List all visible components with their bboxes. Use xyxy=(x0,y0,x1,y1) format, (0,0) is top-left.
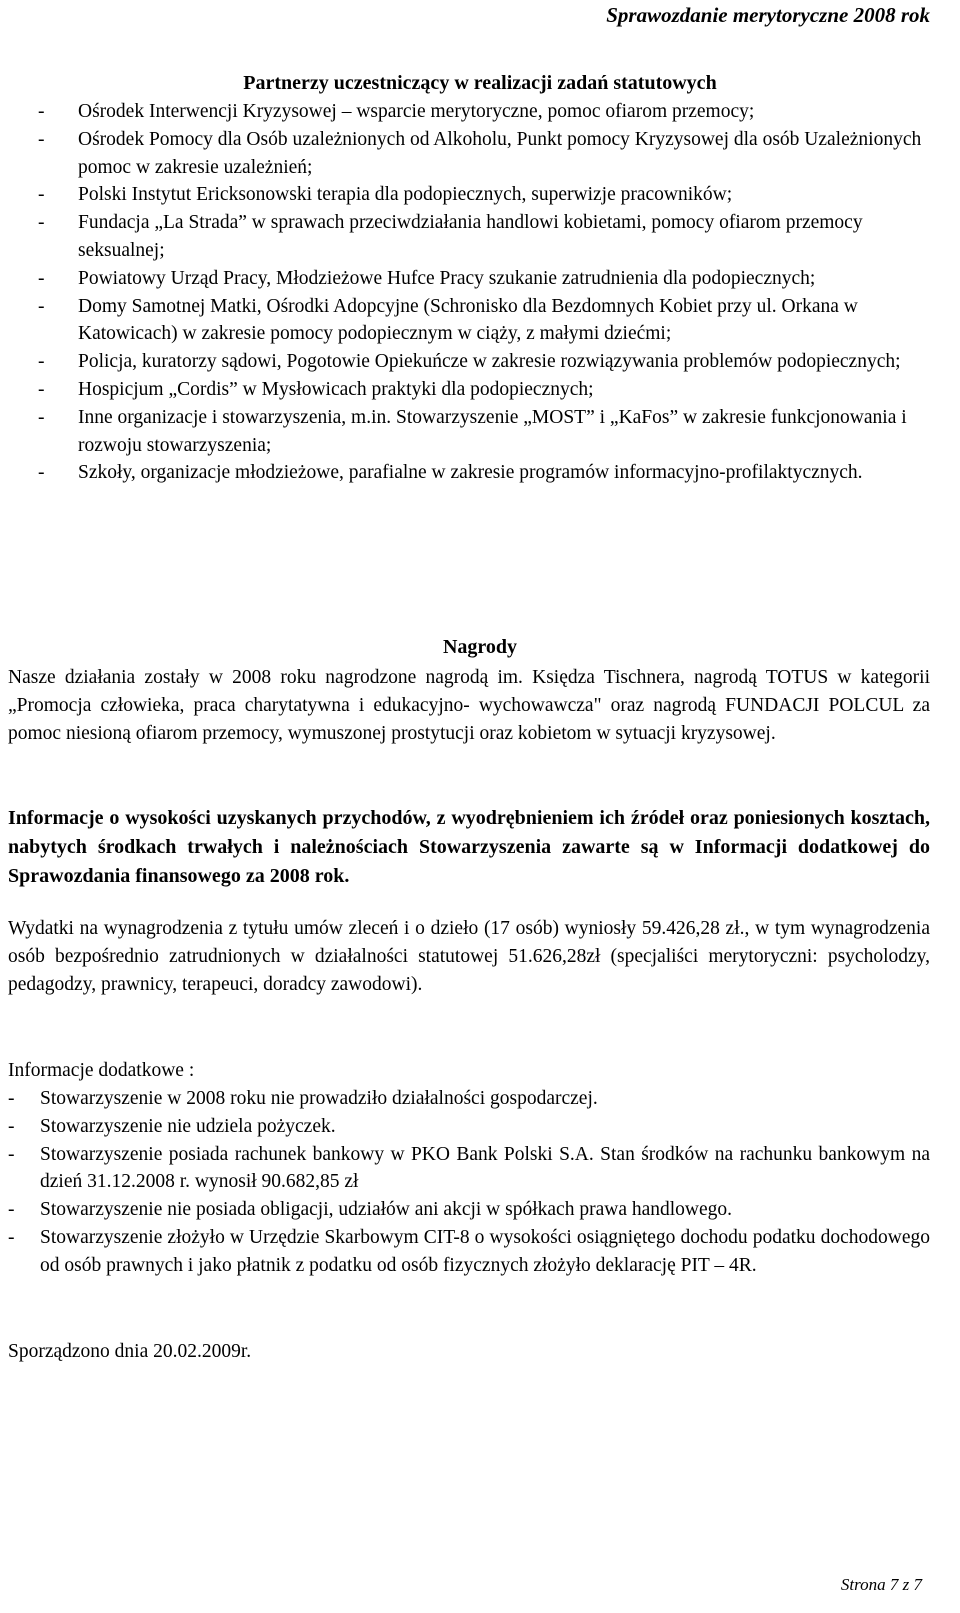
list-item: - Powiatowy Urząd Pracy, Młodzieżowe Hufce Pracy szukanie zatrudnienia dla podopiecznych; xyxy=(38,267,816,289)
list-item: - Policja, kuratorzy sądowi, Pogotowie Opiekuńcze w zakresie rozwiązywania problemów podopiecznych; xyxy=(38,351,901,373)
list-item: - Stowarzyszenie w 2008 roku nie prowadziło działalności gospodarczej. xyxy=(8,1088,598,1109)
additional-info-heading: Informacje dodatkowe : xyxy=(8,1060,195,1081)
awards-heading: Nagrody xyxy=(442,636,518,658)
list-item: - Szkoły, organizacje młodzieżowe, parafialne w zakresie programów informacyjno-profilaktycznych. xyxy=(38,462,863,484)
list-item: - Stowarzyszenie złożyło w Urzędzie Skarbowym CIT-8 o wysokości osiągniętego dochodu podatku dochodowego od osób prawnych i jako płatnik z podatku od osób fizycznych złożyło deklarację PIT – 4R. xyxy=(8,1226,930,1276)
date-line: Sporządzono dnia 20.02.2009r. xyxy=(8,1341,252,1362)
partners-list xyxy=(8,98,928,487)
list-item: - Hospicjum „Cordis” w Mysłowicach praktyki dla podopiecznych; xyxy=(38,378,594,400)
page-number: Strona 7 z 7 xyxy=(840,1575,922,1594)
list-item: - Stowarzyszenie posiada rachunek bankowy w PKO Bank Polski S.A. Stan środków na rachunku bankowym na dzień 31.12.2008 r. wynosił 90.682,85 zł xyxy=(8,1143,930,1193)
partners-heading: Partnerzy uczestniczący w realizacji zadań statutowych xyxy=(243,72,717,94)
list-item: - Stowarzyszenie nie posiada obligacji, udziałów ani akcji w spółkach prawa handlowego. xyxy=(8,1199,733,1221)
list-item: - Inne organizacje i stowarzyszenia, m.in. Stowarzyszenie „MOST” i „KaFos” w zakresie funkcjonowania i rozwoju stowarzyszenia; xyxy=(38,406,907,456)
financial-info-paragraph: Informacje o wysokości uzyskanych przychodów, z wyodrębnieniem ich źródeł oraz poniesionych kosztach, nabytych środkach trwałych i należnościach Stowarzyszenia zawarte są w Informacji dodatkowej do Sprawozdania finansowego za 2008 rok. xyxy=(8,807,930,887)
list-item: - Domy Samotnej Matki, Ośrodki Adopcyjne (Schronisko dla Bezdomnych Kobiet przy ul. Orkana w Katowicach) w zakresie pomocy podopiecznym w ciąży, z małymi dziećmi; xyxy=(38,295,858,345)
list-item: - Polski Instytut Ericksonowski terapia dla podopiecznych, superwizje pracowników; xyxy=(38,184,733,206)
list-item: - Ośrodek Interwencji Kryzysowej – wsparcie merytoryczne, pomoc ofiarom przemocy; xyxy=(38,101,755,122)
awards-paragraph: Nasze działania zostały w 2008 roku nagrodzone nagrodą im. Księdza Tischnera, nagrodą TOTUS w kategorii „Promocja człowieka, praca charytatywna i edukacyjno- wychowawcza" oraz nagrodą FUNDACJI POLCUL za pomoc niesioną ofiarom przemocy, wymuszonej prostytucji oraz kobietom w sytuacji kryzysowej. xyxy=(8,667,930,744)
salaries-paragraph: Wydatki na wynagrodzenia z tytułu umów zleceń i o dzieło (17 osób) wyniosły 59.426,28 zł., w tym wynagrodzenia osób bezpośrednio zatrudnionych w działalności statutowej 51.626,28zł (specjaliści merytoryczni: psycholodzy, pedagodzy, prawnicy, terapeuci, doradcy zawodowi). xyxy=(8,918,930,995)
list-item: - Stowarzyszenie nie udziela pożyczek. xyxy=(8,1115,336,1137)
list-item: - Ośrodek Pomocy dla Osób uzależnionych od Alkoholu, Punkt pomocy Kryzysowej dla osób Uzależnionych pomoc w zakresie uzależnień; xyxy=(38,128,922,178)
additional-info-list xyxy=(8,1085,930,1280)
page-header: Sprawozdanie merytoryczne 2008 rok xyxy=(606,3,930,27)
list-item: - Fundacja „La Strada” w sprawach przeciwdziałania handlowi kobietami, pomocy ofiarom przemocy seksualnej; xyxy=(38,212,863,261)
